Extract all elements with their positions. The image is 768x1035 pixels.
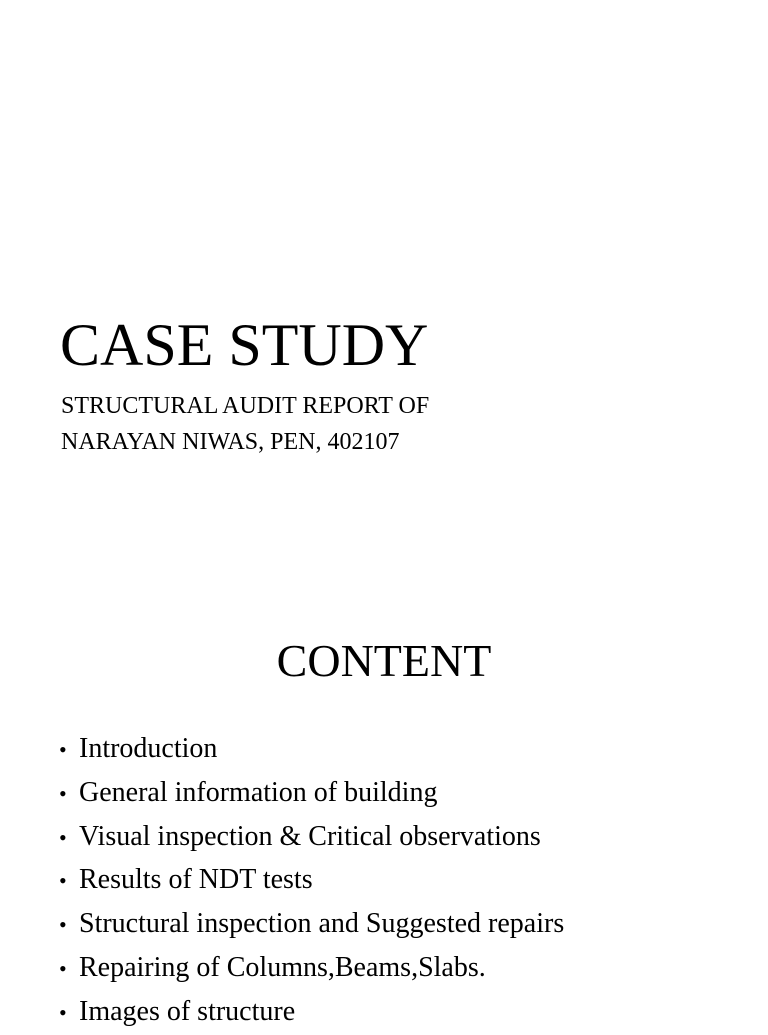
bullet-icon: • <box>59 824 67 850</box>
list-item-text: Images of structure <box>79 995 296 1027</box>
list-item <box>59 947 564 991</box>
list-item-text: Results of NDT tests <box>79 864 313 896</box>
list-item <box>59 859 564 903</box>
bullet-icon: • <box>59 955 67 981</box>
list-item-text: Visual inspection & Critical observations <box>79 820 541 852</box>
content-heading: CONTENT <box>276 635 492 686</box>
bullet-icon: • <box>59 999 67 1025</box>
bullet-icon: • <box>59 912 67 938</box>
content-slide <box>0 560 768 1027</box>
slide-title: CASE STUDY <box>60 312 429 378</box>
list-item-text: Structural inspection and Suggested repairs <box>79 908 565 940</box>
content-list <box>59 728 564 1035</box>
subtitle-line: STRUCTURAL AUDIT REPORT OF <box>61 393 430 419</box>
list-item <box>59 728 564 772</box>
list-item <box>59 772 564 816</box>
list-item <box>59 991 564 1035</box>
list-item <box>59 816 564 860</box>
bullet-icon: • <box>59 737 67 762</box>
bullet-icon: • <box>59 780 67 806</box>
subtitle-line: NARAYAN NIWAS, PEN, 402107 <box>61 429 400 455</box>
bullet-icon: • <box>59 868 67 894</box>
list-item-text: Introduction <box>79 733 218 764</box>
list-item-text: Repairing of Columns,Beams,Slabs. <box>79 951 486 983</box>
slide-subtitle <box>61 388 429 460</box>
list-item <box>59 903 564 947</box>
list-item-text: General information of building <box>79 776 438 808</box>
